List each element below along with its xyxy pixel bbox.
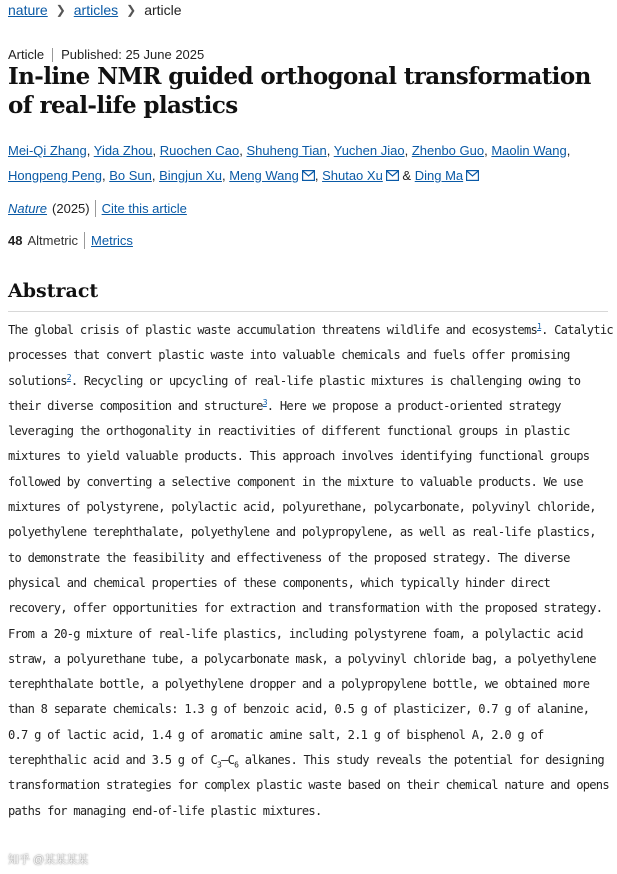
altmetric-line xyxy=(8,232,133,249)
altmetric-label: Altmetric xyxy=(27,233,79,248)
abstract-part: . Catalytic processes that convert plastic waste into valuable chemicals and fuels offer promising solutions xyxy=(8,323,613,388)
email-icon[interactable] xyxy=(466,170,479,181)
author-list: Mei-Qi Zhang, Yida Zhou, Ruochen Cao, Shuheng Tian, Yuchen Jiao, Zhenbo Guo, Maolin Wang, Hongpeng Peng, Bo Sun, Bingjun Xu, Meng Wang , Shutao Xu & Ding Ma xyxy=(8,143,571,183)
reference-link[interactable]: 3 xyxy=(262,397,267,407)
journal-year: (2025) xyxy=(52,201,90,216)
email-icon[interactable] xyxy=(386,170,399,181)
article-type: Article xyxy=(8,47,45,62)
published-date: Published: 25 June 2025 xyxy=(61,47,205,62)
divider xyxy=(95,200,96,217)
section-divider xyxy=(8,311,608,312)
author-link[interactable]: Bo Sun xyxy=(109,168,152,183)
author-link[interactable]: Hongpeng Peng xyxy=(8,168,102,183)
abstract-part: . Here we propose a product-oriented strategy leveraging the orthogonality in reactivities of different functional groups in plastic mixtures to yield valuable products. This approach involves identifying functional groups followed by converting a selective component in the mixture to valuable products. We use mixtures of polystyrene, polylactic acid, polyurethane, polycarbonate, polyvinyl chloride, polyethylene terephthalate, polyethylene and polypropylene, as well as real-life plastics, to demonstrate the feasibility and effectiveness of the proposed strategy. The diverse physical and chemical properties of these components, which typically hinder direct recovery, offer opportunities for extraction and transformation with the proposed strategy. From a 20-g mixture of real-life plastics, including polystyrene foam, a polylactic acid straw, a polyurethane tube, a polycarbonate mask, a polyvinyl chloride bag, a polyethylene terephthalate bottle, a polyethylene dropper and a polypropylene bottle, we obtained more than 8 separate chemicals: 1.3 g of benzoic acid, 0.5 g of plasticizer, 0.7 g of alanine, 0.7 g of lactic acid, 1.4 g of aromatic amine salt, 2.1 g of bisphenol A, 2.0 g of terephthalic acid and 3.5 g of C xyxy=(8,398,603,768)
reference-link[interactable]: 1 xyxy=(537,321,542,331)
abstract-part: alkanes. This study reveals the potential for designing transformation strategies for complex plastic waste based on their chemical nature and opens paths for managing end-of-life plastic mixtures. xyxy=(8,753,609,818)
author-link[interactable]: Shutao Xu xyxy=(322,168,383,183)
breadcrumb-nature[interactable]: nature xyxy=(8,2,48,18)
abstract-heading: Abstract xyxy=(8,280,99,302)
article-meta xyxy=(8,47,204,62)
cite-article-link[interactable]: Cite this article xyxy=(101,201,187,216)
subscript: 3 xyxy=(217,760,222,770)
author-link[interactable]: Bingjun Xu xyxy=(159,168,222,183)
author-link[interactable]: Zhenbo Guo xyxy=(411,143,485,158)
author-link[interactable]: Yida Zhou xyxy=(93,143,153,158)
abstract-part: . Recycling or upcycling of real-life plastic mixtures is challenging owing to their diverse composition and structure xyxy=(8,373,581,413)
author-ampersand: & xyxy=(402,168,412,183)
article-title: In-line NMR guided orthogonal transformation of real-life plastics xyxy=(8,63,591,119)
subscript: 6 xyxy=(234,760,239,770)
author-link[interactable]: Shuheng Tian xyxy=(246,143,327,158)
author-link[interactable]: Ruochen Cao xyxy=(159,143,240,158)
reference-link[interactable]: 2 xyxy=(66,372,71,382)
email-icon[interactable] xyxy=(302,170,315,181)
author-link[interactable]: Meng Wang xyxy=(229,168,299,183)
metrics-link[interactable]: Metrics xyxy=(91,233,133,248)
breadcrumb-articles[interactable]: articles xyxy=(73,2,119,18)
chevron-right-icon: ❯ xyxy=(126,3,137,17)
breadcrumb-current: article xyxy=(144,2,182,18)
divider xyxy=(52,48,53,62)
watermark: 知乎 @某某某某 xyxy=(8,854,89,866)
abstract-part: The global crisis of plastic waste accumulation threatens wildlife and ecosystems xyxy=(8,323,538,337)
chevron-right-icon: ❯ xyxy=(55,3,66,17)
abstract-text xyxy=(8,318,614,824)
abstract-part: –C xyxy=(221,753,235,768)
author-link[interactable]: Yuchen Jiao xyxy=(333,143,405,158)
altmetric-score: 48 xyxy=(8,233,23,248)
journal-line xyxy=(8,200,187,217)
author-link[interactable]: Ding Ma xyxy=(414,168,464,183)
divider xyxy=(84,232,85,249)
breadcrumb xyxy=(8,2,182,18)
author-link[interactable]: Maolin Wang xyxy=(491,143,567,158)
journal-name[interactable]: Nature xyxy=(8,201,48,216)
author-link[interactable]: Mei-Qi Zhang xyxy=(8,143,87,158)
